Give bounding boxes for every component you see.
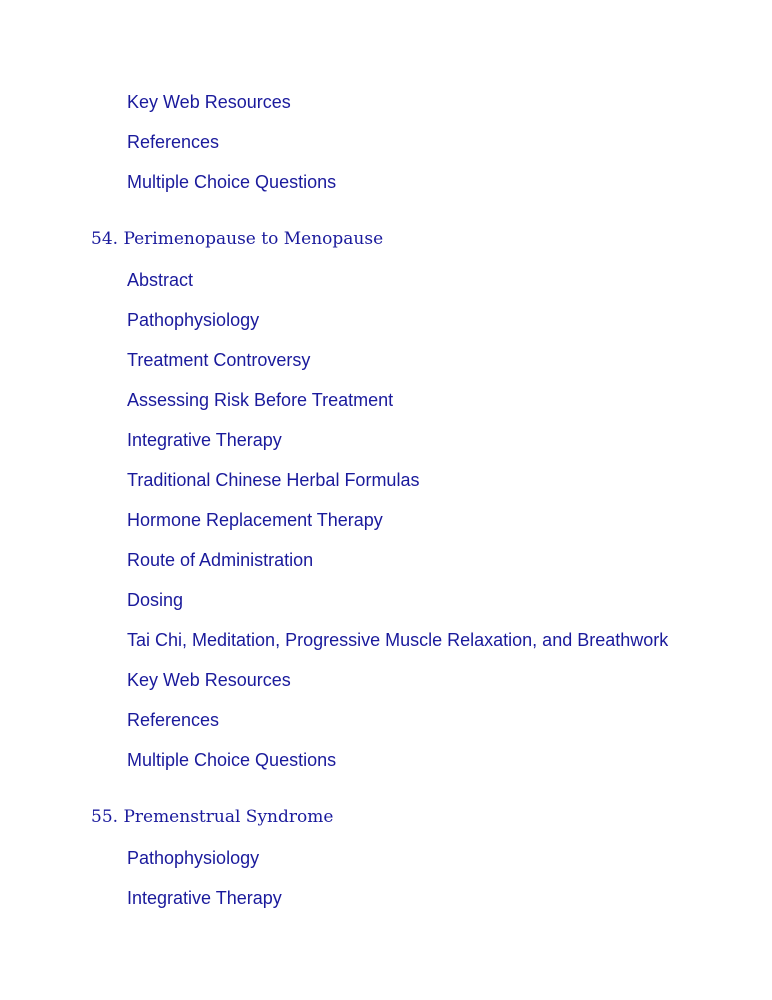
chapter-54-title[interactable]: 54. Perimenopause to Menopause — [91, 229, 384, 249]
toc-entry-multiple-choice-questions[interactable]: Multiple Choice Questions — [127, 750, 337, 770]
toc-entry-integrative-therapy[interactable]: Integrative Therapy — [127, 888, 282, 908]
chapter-55-title[interactable]: 55. Premenstrual Syndrome — [91, 807, 334, 827]
toc-entry-multiple-choice-questions[interactable]: Multiple Choice Questions — [127, 172, 337, 192]
toc-entry-dosing[interactable]: Dosing — [127, 590, 184, 610]
toc-entry-route-of-administration[interactable]: Route of Administration — [127, 550, 314, 570]
toc-entry-key-web-resources[interactable]: Key Web Resources — [127, 92, 291, 112]
toc-entry-references[interactable]: References — [127, 132, 220, 152]
toc-entry-assessing-risk[interactable]: Assessing Risk Before Treatment — [127, 390, 394, 410]
toc-entry-integrative-therapy[interactable]: Integrative Therapy — [127, 430, 282, 450]
toc-entry-tai-chi-meditation[interactable]: Tai Chi, Meditation, Progressive Muscle Relaxation, and Breathwork — [127, 630, 669, 650]
toc-entry-treatment-controversy[interactable]: Treatment Controversy — [127, 350, 311, 370]
toc-entry-pathophysiology[interactable]: Pathophysiology — [127, 848, 260, 868]
toc-entry-key-web-resources[interactable]: Key Web Resources — [127, 670, 291, 690]
toc-entry-references[interactable]: References — [127, 710, 220, 730]
toc-entry-pathophysiology[interactable]: Pathophysiology — [127, 310, 260, 330]
toc-entry-abstract[interactable]: Abstract — [127, 270, 194, 290]
toc-entry-chinese-herbal-formulas[interactable]: Traditional Chinese Herbal Formulas — [127, 470, 420, 490]
toc-entry-hormone-replacement-therapy[interactable]: Hormone Replacement Therapy — [127, 510, 383, 530]
